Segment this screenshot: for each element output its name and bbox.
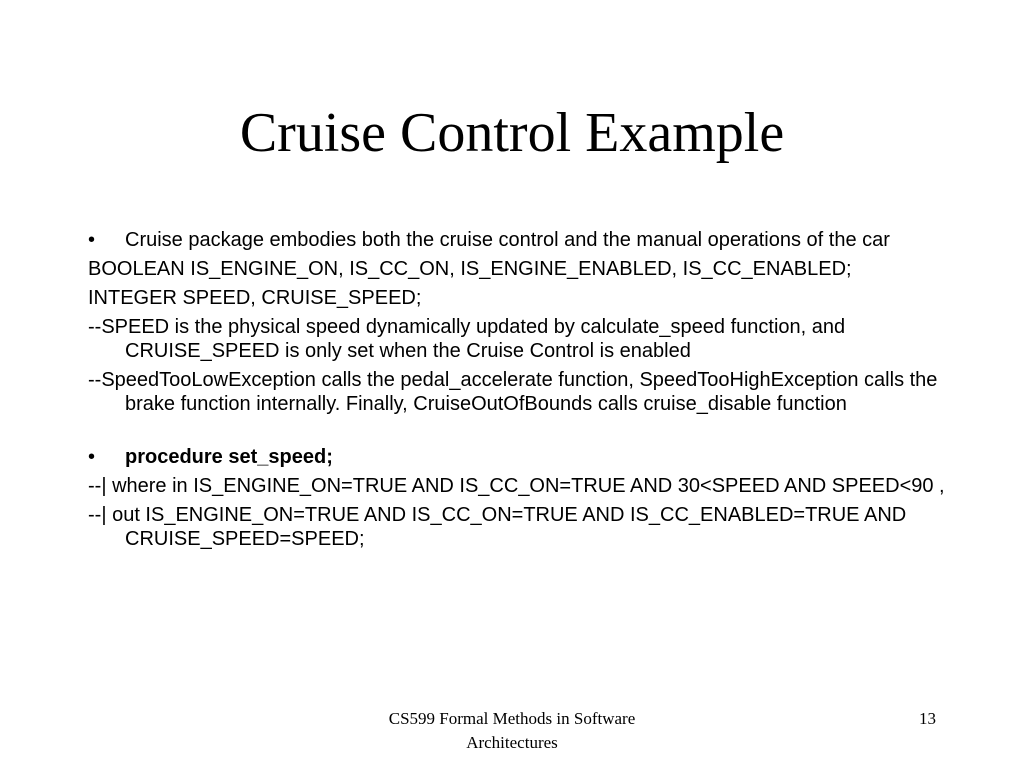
code-line: INTEGER SPEED, CRUISE_SPEED; [88, 287, 422, 309]
slide-body [88, 228, 948, 556]
bullet-icon: • [88, 229, 96, 251]
footer-course-line2: Architectures [466, 733, 558, 752]
page-number: 13 [919, 709, 936, 728]
integer-declaration [88, 286, 948, 310]
out-clause [88, 503, 948, 551]
bullet-item-procedure [88, 445, 948, 469]
footer-course-line1: CS599 Formal Methods in Software [388, 709, 636, 728]
footer-course-title [312, 707, 712, 755]
comment-line: --SPEED is the physical speed dynamically updated by calculate_speed function, and CRUISE_SPEED is only set when the Cruise Control is enabled [88, 316, 846, 362]
exception-comment [88, 368, 948, 416]
comment-line: --SpeedTooLowException calls the pedal_accelerate function, SpeedTooHighException calls the brake function internally. Finally, CruiseOutOfBounds calls cruise_disable function [88, 369, 938, 415]
bullet-item-cruise-package [88, 228, 948, 252]
bullet-text: procedure set_speed; [125, 446, 333, 468]
boolean-declaration [88, 257, 948, 281]
where-in-clause [88, 474, 948, 498]
bullet-icon: • [88, 446, 96, 468]
bullet-text: Cruise package embodies both the cruise control and the manual operations of the car [125, 229, 890, 251]
code-line: --| out IS_ENGINE_ON=TRUE AND IS_CC_ON=TRUE AND IS_CC_ENABLED=TRUE AND CRUISE_SPEED=SPEED; [88, 504, 907, 550]
code-line: --| where in IS_ENGINE_ON=TRUE AND IS_CC_ON=TRUE AND 30<SPEED AND SPEED<90 , [88, 475, 945, 497]
slide-title: Cruise Control Example [239, 102, 785, 164]
speed-comment [88, 315, 948, 363]
code-line: BOOLEAN IS_ENGINE_ON, IS_CC_ON, IS_ENGINE_ENABLED, IS_CC_ENABLED; [88, 258, 852, 280]
